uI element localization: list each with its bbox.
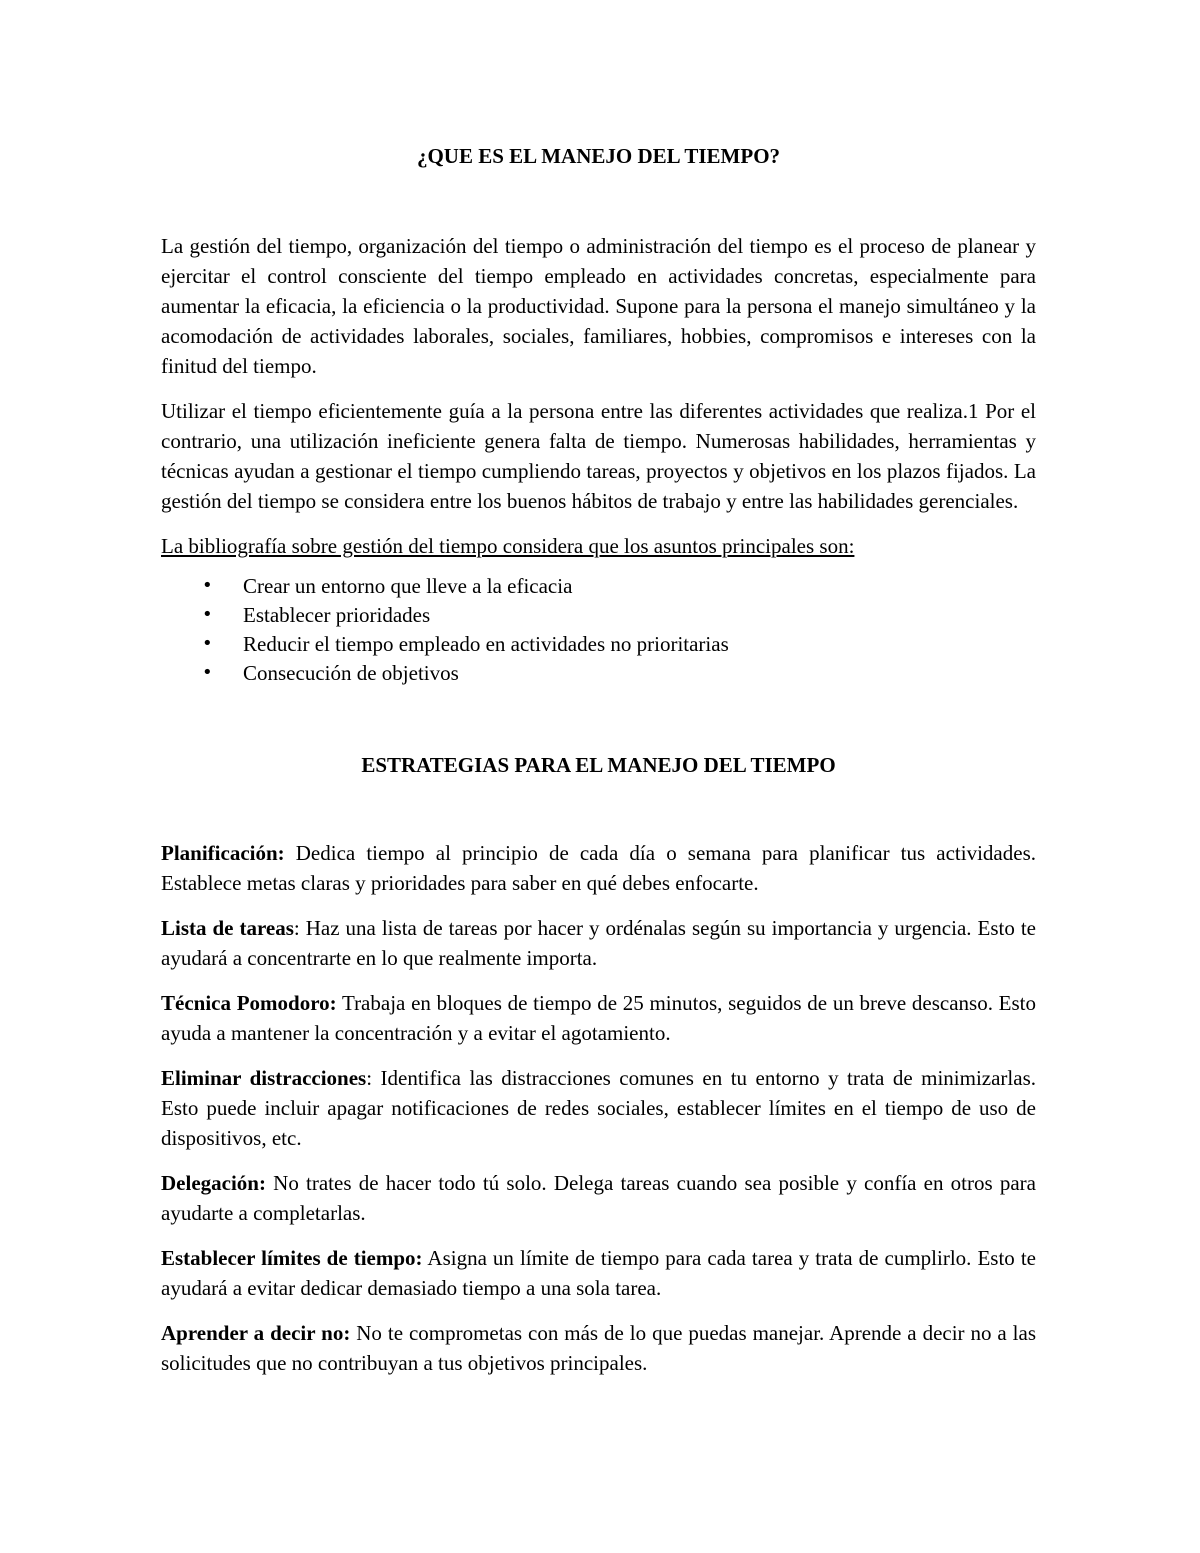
- bullet-icon: •: [202, 575, 213, 596]
- strategy-text: Trabaja en bloques de tiempo de 25 minutos, seguidos de un breve descanso. Esto ayuda a mantener la concentración y a evitar el agotamiento.: [161, 991, 1037, 1045]
- bullet-text: Reducir el tiempo empleado en actividades no prioritarias: [243, 632, 729, 656]
- strategy-paragraph-aprender-a-decir-no: [161, 1318, 1036, 1378]
- strategy-paragraph-establecer-limites: [161, 1243, 1036, 1303]
- strategy-label: Establecer límites de tiempo:: [161, 1246, 423, 1270]
- strategy-text: Dedica tiempo al principio de cada día o semana para planificar tus actividades. Establece metas claras y prioridades para saber en qué debes enfocarte.: [161, 841, 1036, 895]
- list-intro-heading: [161, 531, 1036, 561]
- bullet-icon: •: [202, 662, 213, 683]
- section-title: ESTRATEGIAS PARA EL MANEJO DEL TIEMPO: [361, 753, 836, 777]
- bullet-item: [161, 601, 1036, 630]
- bullet-text: Establecer prioridades: [243, 603, 431, 627]
- strategy-label: Técnica Pomodoro:: [161, 991, 337, 1015]
- strategy-paragraph-lista-de-tareas: [161, 913, 1036, 973]
- strategy-text: No te comprometas con más de lo que puedas manejar. Aprende a decir no a las solicitudes que no contribuyan a tus objetivos principales.: [161, 1321, 1036, 1375]
- strategy-paragraph-eliminar-distracciones: [161, 1063, 1036, 1153]
- strategy-label: Planificación:: [161, 841, 285, 865]
- strategy-label: Lista de tareas: [161, 916, 294, 940]
- strategy-label: Eliminar distracciones: [161, 1066, 367, 1090]
- strategy-text: : Haz una lista de tareas por hacer y ordénalas según su importancia y urgencia. Esto te ayudará a concentrarte en lo que realmente importa.: [161, 916, 1037, 970]
- intro-paragraph-2: Utilizar el tiempo eficientemente guía a la persona entre las diferentes actividades que realiza.1 Por el contrario, una utilización ineficiente genera falta de tiempo. Numerosas habilidades, herramientas y técnicas ayudan a gestionar el tiempo cumpliendo tareas, proyectos y objetivos en los plazos fijados. La gestión del tiempo se considera entre los buenos hábitos de trabajo y entre las habilidades gerenciales.: [161, 399, 1036, 513]
- bullet-item: [161, 572, 1036, 601]
- bullet-text: Crear un entorno que lleve a la eficacia: [243, 574, 573, 598]
- document-title: ¿QUE ES EL MANEJO DEL TIEMPO?: [416, 144, 781, 168]
- strategy-label: Aprender a decir no:: [161, 1321, 351, 1345]
- strategy-text: No trates de hacer todo tú solo. Delega tareas cuando sea posible y confía en otros para ayudarte a completarlas.: [161, 1171, 1036, 1225]
- bullet-icon: •: [202, 633, 213, 654]
- bullet-item: [161, 630, 1036, 659]
- bullet-item: [161, 659, 1036, 688]
- bullet-icon: •: [202, 604, 213, 625]
- strategy-paragraph-delegacion: [161, 1168, 1036, 1228]
- strategy-text: : Identifica las distracciones comunes en tu entorno y trata de minimizarlas. Esto puede incluir apagar notificaciones de redes sociales, establecer límites en el tiempo de uso de dispositivos, etc.: [161, 1066, 1036, 1150]
- bullet-text: Consecución de objetivos: [243, 661, 459, 685]
- strategy-paragraph-tecnica-pomodoro: [161, 988, 1036, 1048]
- strategy-label: Delegación:: [161, 1171, 266, 1195]
- strategy-text: Asigna un límite de tiempo para cada tarea y trata de cumplirlo. Esto te ayudará a evitar dedicar demasiado tiempo a una sola tarea.: [161, 1246, 1036, 1300]
- bullet-list: [161, 572, 1036, 688]
- strategy-paragraph-planificacion: [161, 838, 1036, 898]
- list-intro-text: La bibliografía sobre gestión del tiempo considera que los asuntos principales son:: [161, 534, 855, 558]
- intro-paragraph-1: La gestión del tiempo, organización del tiempo o administración del tiempo es el proceso de planear y ejercitar el control consciente del tiempo empleado en actividades concretas, especialmente para aumentar la eficacia, la eficiencia o la productividad. Supone para la persona el manejo simultáneo y la acomodación de actividades laborales, sociales, familiares, hobbies, compromisos e intereses con la finitud del tiempo.: [161, 234, 1036, 378]
